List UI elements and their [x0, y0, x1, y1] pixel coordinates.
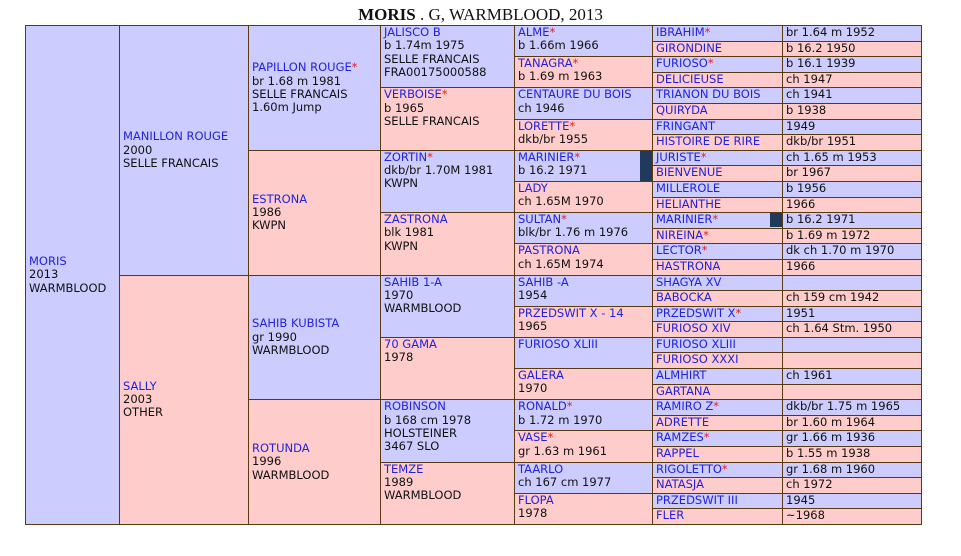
gen5-ancestor-cell	[515, 213, 653, 244]
gen6-info-cell: 1951	[783, 306, 922, 322]
dam-cell	[120, 275, 249, 525]
horse-name-link[interactable]: RAMIRO Z	[656, 399, 714, 414]
gen6-info-cell: 1966	[783, 259, 922, 275]
horse-name-link[interactable]: HASTRONA	[656, 259, 721, 273]
horse-info-line: b 1.69 m 1963	[518, 69, 603, 84]
horse-name-link[interactable]: CENTAURE DU BOIS	[518, 87, 632, 102]
horse-name-link[interactable]: FURIOSO	[656, 56, 708, 71]
horse-name-link[interactable]: GIRONDINE	[656, 41, 723, 55]
pedigree-star-marker: *	[712, 212, 719, 227]
pedigree-star-marker: *	[703, 430, 710, 445]
horse-name-link[interactable]: GALERA	[518, 368, 564, 383]
gen6-info-cell: ch 1941	[783, 88, 922, 104]
pedigree-star-marker: *	[721, 462, 728, 476]
horse-info-line: WARMBLOOD	[252, 467, 330, 482]
horse-name-link[interactable]: BIENVENUE	[656, 165, 723, 180]
gen6-info-cell: b 1.69 m 1972	[783, 228, 922, 244]
gen5-ancestor-cell	[515, 400, 653, 431]
horse-name-link[interactable]: IBRAHIM	[656, 25, 705, 39]
horse-name-link[interactable]: MORIS	[29, 254, 67, 269]
pedigree-star-marker: *	[701, 243, 708, 258]
gen6-info-cell: br 1967	[783, 166, 922, 182]
pedigree-star-marker: *	[566, 399, 573, 414]
pedigree-star-marker: *	[572, 56, 579, 71]
horse-info-line: FRA00175000588	[384, 64, 487, 79]
pedigree-star-marker: *	[569, 119, 576, 133]
horse-name-link[interactable]: ZASTRONA	[384, 212, 448, 227]
gen6-info-cell: b 1938	[783, 103, 922, 119]
gen6-info-cell: br 1.64 m 1952	[783, 26, 922, 42]
horse-name-link[interactable]: PAPILLON ROUGE	[252, 60, 352, 75]
horse-info-line: b 168 cm 1978	[384, 412, 472, 427]
gen6-ancestor-cell	[653, 228, 783, 244]
horse-info-line: dkb/br 1955	[518, 131, 589, 146]
horse-info-line: KWPN	[384, 238, 419, 253]
pedigree-star-marker: *	[713, 399, 720, 414]
pedigree-star-marker: *	[704, 25, 711, 39]
horse-name-link[interactable]: ADRETTE	[656, 415, 710, 429]
gen5-ancestor-cell	[515, 462, 653, 493]
subject-horse-cell	[26, 26, 120, 525]
gen6-ancestor-cell	[653, 213, 783, 229]
horse-info-line: WARMBLOOD	[29, 280, 107, 295]
horse-name-link[interactable]: FURIOSO XIV	[656, 321, 731, 336]
horse-info-line: SELLE FRANCAIS	[123, 155, 219, 170]
horse-name-link[interactable]: TRIANON DU BOIS	[656, 87, 761, 102]
horse-name-link[interactable]: ALME	[518, 25, 550, 39]
horse-name-link[interactable]: FLOPA	[518, 493, 554, 507]
horse-name-link[interactable]: NIREINA	[656, 228, 704, 242]
horse-name-link[interactable]: ROTUNDA	[252, 441, 310, 456]
pedigree-title	[0, 5, 961, 25]
great-grandparent-cell	[381, 337, 515, 399]
horse-name-link[interactable]: BABOCKA	[656, 290, 712, 305]
gen6-ancestor-cell	[653, 103, 783, 119]
title-horse-name: MORIS	[358, 5, 416, 24]
horse-name-link[interactable]: FURIOSO XLIII	[518, 337, 598, 351]
gen5-ancestor-cell	[515, 88, 653, 119]
gen6-ancestor-cell	[653, 478, 783, 494]
gen6-ancestor-cell	[653, 291, 783, 307]
gen6-ancestor-cell	[653, 275, 783, 291]
gen6-ancestor-cell	[653, 462, 783, 478]
great-grandparent-cell	[381, 462, 515, 524]
great-grandparent-cell	[381, 26, 515, 88]
horse-name-link[interactable]: NATASJA	[656, 477, 704, 492]
horse-info-line: b 1.74m 1975	[384, 38, 465, 53]
horse-name-link[interactable]: SAHIB 1-A	[384, 275, 443, 289]
pedigree-star-marker: *	[547, 430, 554, 445]
horse-name-link[interactable]: LECTOR	[656, 243, 702, 258]
gen6-info-cell: dkb/br 1951	[783, 135, 922, 151]
gen5-ancestor-cell	[515, 431, 653, 462]
gen6-info-cell	[783, 384, 922, 400]
gen5-ancestor-cell	[515, 493, 653, 524]
horse-info-line: 1970	[518, 381, 548, 396]
pedigree-star-marker: *	[574, 150, 581, 164]
pedigree-star-marker: *	[351, 60, 358, 75]
title-details: . G, WARMBLOOD, 2013	[415, 5, 603, 24]
horse-name-link[interactable]: TEMZE	[384, 462, 424, 476]
horse-name-link[interactable]: PASTRONA	[518, 243, 580, 258]
gen6-ancestor-cell	[653, 88, 783, 104]
gen6-info-cell: ~1968	[783, 509, 922, 525]
horse-name-link[interactable]: LORETTE	[518, 119, 570, 133]
horse-info-line: ch 1.65M 1970	[518, 194, 604, 209]
horse-name-link[interactable]: MARINIER	[518, 150, 575, 164]
gen6-info-cell: ch 1972	[783, 478, 922, 494]
horse-info-line: ch 1946	[518, 100, 565, 115]
horse-name-link[interactable]: MANILLON ROUGE	[123, 129, 229, 144]
horse-name-link[interactable]: PRZEDSWIT X - 14	[518, 306, 624, 320]
gen6-ancestor-cell	[653, 493, 783, 509]
gen6-ancestor-cell	[653, 431, 783, 447]
gen6-ancestor-cell	[653, 150, 783, 166]
horse-name-link[interactable]: QUIRYDA	[656, 103, 708, 117]
gen6-ancestor-cell	[653, 259, 783, 275]
horse-info-line: SELLE FRANCAIS	[384, 113, 480, 128]
gen6-info-cell: 1966	[783, 197, 922, 213]
pedigree-star-marker: *	[735, 306, 742, 320]
horse-info-line: 1978	[384, 350, 414, 365]
horse-name-link[interactable]: RAMZES	[656, 430, 704, 445]
gen6-info-cell: ch 1961	[783, 369, 922, 385]
gen5-ancestor-cell	[515, 150, 653, 181]
horse-info-line: 1954	[518, 287, 548, 302]
horse-name-link[interactable]: 70 GAMA	[384, 337, 437, 351]
gen5-ancestor-cell	[515, 119, 653, 150]
horse-info-line: b 1.66m 1966	[518, 38, 599, 53]
gen6-info-cell: ch 1.65 m 1953	[783, 150, 922, 166]
horse-name-link[interactable]: MILLEROLE	[656, 181, 721, 195]
gen6-ancestor-cell	[653, 415, 783, 431]
horse-info-line: 2013	[29, 267, 59, 282]
great-grandparent-cell	[381, 400, 515, 462]
horse-name-link[interactable]: SAHIB KUBISTA	[252, 316, 340, 331]
horse-info-line: WARMBLOOD	[384, 301, 462, 316]
horse-name-link[interactable]: HELIANTHE	[656, 197, 722, 211]
horse-info-line: blk 1981	[384, 225, 435, 240]
horse-name-link[interactable]: FURIOSO XXXI	[656, 352, 739, 367]
gen6-info-cell: ch 159 cm 1942	[783, 291, 922, 307]
horse-name-link[interactable]: DELICIEUSE	[656, 72, 724, 86]
gen6-info-cell: dk ch 1.70 m 1970	[783, 244, 922, 260]
horse-info-line: WARMBLOOD	[384, 488, 462, 503]
horse-name-link[interactable]: ALMHIRT	[656, 368, 707, 383]
sire-cell	[120, 26, 249, 276]
gen6-ancestor-cell	[653, 41, 783, 57]
horse-info-line: KWPN	[384, 176, 419, 191]
gen6-ancestor-cell	[653, 447, 783, 463]
gen6-ancestor-cell	[653, 135, 783, 151]
gen5-ancestor-cell	[515, 369, 653, 400]
horse-info-line: 1965	[518, 318, 548, 333]
horse-info-line: SELLE FRANCAIS	[384, 51, 480, 66]
horse-name-link[interactable]: FRINGANT	[656, 119, 716, 133]
gen6-ancestor-cell	[653, 197, 783, 213]
pedigree-star-marker: *	[441, 87, 448, 102]
horse-info-line: b 1.72 m 1970	[518, 412, 603, 427]
horse-name-link[interactable]: JURISTE	[656, 150, 701, 164]
gen6-ancestor-cell	[653, 57, 783, 73]
gen6-info-cell: br 1.60 m 1964	[783, 415, 922, 431]
gen6-ancestor-cell	[653, 353, 783, 369]
gen6-ancestor-cell	[653, 337, 783, 353]
horse-info-line: KWPN	[252, 218, 287, 233]
horse-name-link[interactable]: PRZEDSWIT III	[656, 493, 738, 507]
horse-info-line: br 1.68 m 1981	[252, 73, 342, 88]
horse-info-line: 1996	[252, 454, 282, 469]
gen6-ancestor-cell	[653, 400, 783, 416]
horse-name-link[interactable]: VASE	[518, 430, 548, 445]
grandparent-cell	[249, 400, 381, 525]
great-grandparent-cell	[381, 88, 515, 150]
horse-name-link[interactable]: VERBOISE	[384, 87, 442, 102]
gen6-ancestor-cell	[653, 26, 783, 42]
pedigree-star-marker: *	[549, 25, 556, 39]
horse-name-link[interactable]: RAPPEL	[656, 446, 699, 461]
horse-name-link[interactable]: SHAGYA XV	[656, 275, 722, 289]
horse-name-link[interactable]: PRZEDSWIT X	[656, 306, 736, 320]
horse-info-line: ch 1.65M 1974	[518, 256, 604, 271]
horse-name-link[interactable]: RONALD	[518, 399, 567, 414]
gen5-ancestor-cell	[515, 244, 653, 275]
grandparent-cell	[249, 275, 381, 400]
grandparent-cell	[249, 150, 381, 275]
horse-name-link[interactable]: TAARLO	[518, 462, 564, 476]
horse-info-line: 1989	[384, 474, 414, 489]
gen5-ancestor-cell	[515, 306, 653, 337]
gen6-info-cell: b 16.1 1939	[783, 57, 922, 73]
pedigree-star-marker: *	[707, 56, 714, 71]
great-grandparent-cell	[381, 213, 515, 275]
horse-name-link[interactable]: SALLY	[123, 378, 157, 393]
gen5-ancestor-cell	[515, 337, 653, 368]
pedigree-star-marker: *	[700, 150, 707, 164]
gen6-info-cell: b 16.2 1971	[783, 213, 922, 229]
pedigree-star-marker: *	[427, 150, 433, 164]
horse-info-line: 1970	[384, 287, 414, 302]
gen5-ancestor-cell	[515, 26, 653, 57]
horse-info-line: dkb/br 1.70M 1981	[384, 163, 494, 178]
horse-info-line: WARMBLOOD	[252, 343, 330, 358]
gen6-ancestor-cell	[653, 306, 783, 322]
gen5-ancestor-cell	[515, 275, 653, 306]
pedigree-star-marker: *	[561, 212, 567, 227]
gen6-info-cell	[783, 275, 922, 291]
gen6-info-cell: gr 1.66 m 1936	[783, 431, 922, 447]
horse-name-link[interactable]: FLER	[656, 508, 685, 523]
gen5-ancestor-cell	[515, 57, 653, 88]
horse-name-link[interactable]: LADY	[518, 181, 548, 195]
gen6-info-cell: ch 1947	[783, 72, 922, 88]
horse-name-link[interactable]: GARTANA	[656, 384, 711, 398]
horse-name-link[interactable]: RIGOLETTO	[656, 462, 722, 476]
horse-info-line: b 1965	[384, 100, 425, 115]
pedigree-table	[25, 25, 922, 525]
marker-flag-icon	[770, 213, 783, 227]
grandparent-cell	[249, 26, 381, 151]
gen6-info-cell: b 16.2 1950	[783, 41, 922, 57]
horse-name-link[interactable]: FURIOSO XLIII	[656, 337, 736, 351]
gen6-info-cell	[783, 353, 922, 369]
horse-name-link[interactable]: MARINIER	[656, 212, 713, 227]
gen6-ancestor-cell	[653, 166, 783, 182]
gen6-ancestor-cell	[653, 119, 783, 135]
pedigree-star-marker: *	[703, 228, 709, 242]
horse-info-line: 2000	[123, 142, 153, 157]
gen6-info-cell: ch 1.64 Stm. 1950	[783, 322, 922, 338]
horse-info-line: HOLSTEINER	[384, 425, 457, 440]
horse-info-line: 3467 SLO	[384, 439, 440, 454]
gen6-info-cell: 1949	[783, 119, 922, 135]
horse-name-link[interactable]: JALISCO B	[384, 25, 441, 39]
horse-info-line: 1986	[252, 204, 282, 219]
gen6-ancestor-cell	[653, 384, 783, 400]
horse-info-line: SELLE FRANCAIS	[252, 86, 348, 101]
great-grandparent-cell	[381, 150, 515, 212]
horse-info-line: 2003	[123, 392, 153, 407]
horse-name-link[interactable]: ROBINSON	[384, 399, 446, 414]
horse-name-link[interactable]: HISTOIRE DE RIRE	[656, 134, 761, 149]
marker-flag-icon	[640, 151, 653, 181]
gen6-info-cell: dkb/br 1.75 m 1965	[783, 400, 922, 416]
horse-info-line: b 16.2 1971	[518, 163, 588, 178]
horse-info-line: 1.60m Jump	[252, 100, 322, 115]
horse-name-link[interactable]: SULTAN	[518, 212, 562, 227]
gen6-ancestor-cell	[653, 244, 783, 260]
horse-info-line: blk/br 1.76 m 1976	[518, 225, 629, 240]
horse-name-link[interactable]: ZORTIN	[384, 150, 428, 164]
gen6-ancestor-cell	[653, 72, 783, 88]
gen6-info-cell	[783, 337, 922, 353]
gen6-info-cell: 1945	[783, 493, 922, 509]
horse-name-link[interactable]: ESTRONA	[252, 191, 308, 206]
gen6-ancestor-cell	[653, 181, 783, 197]
gen5-ancestor-cell	[515, 181, 653, 212]
gen6-info-cell: b 1956	[783, 181, 922, 197]
horse-info-line: gr 1.63 m 1961	[518, 443, 608, 458]
horse-name-link[interactable]: TANAGRA	[518, 56, 573, 71]
horse-name-link[interactable]: SAHIB -A	[518, 275, 569, 289]
horse-info-line: ch 167 cm 1977	[518, 474, 612, 489]
horse-info-line: 1978	[518, 506, 548, 521]
gen6-ancestor-cell	[653, 509, 783, 525]
great-grandparent-cell	[381, 275, 515, 337]
gen6-ancestor-cell	[653, 369, 783, 385]
horse-info-line: gr 1990	[252, 329, 297, 344]
horse-info-line: OTHER	[123, 405, 163, 420]
gen6-info-cell: b 1.55 m 1938	[783, 447, 922, 463]
gen6-info-cell: gr 1.68 m 1960	[783, 462, 922, 478]
gen6-ancestor-cell	[653, 322, 783, 338]
